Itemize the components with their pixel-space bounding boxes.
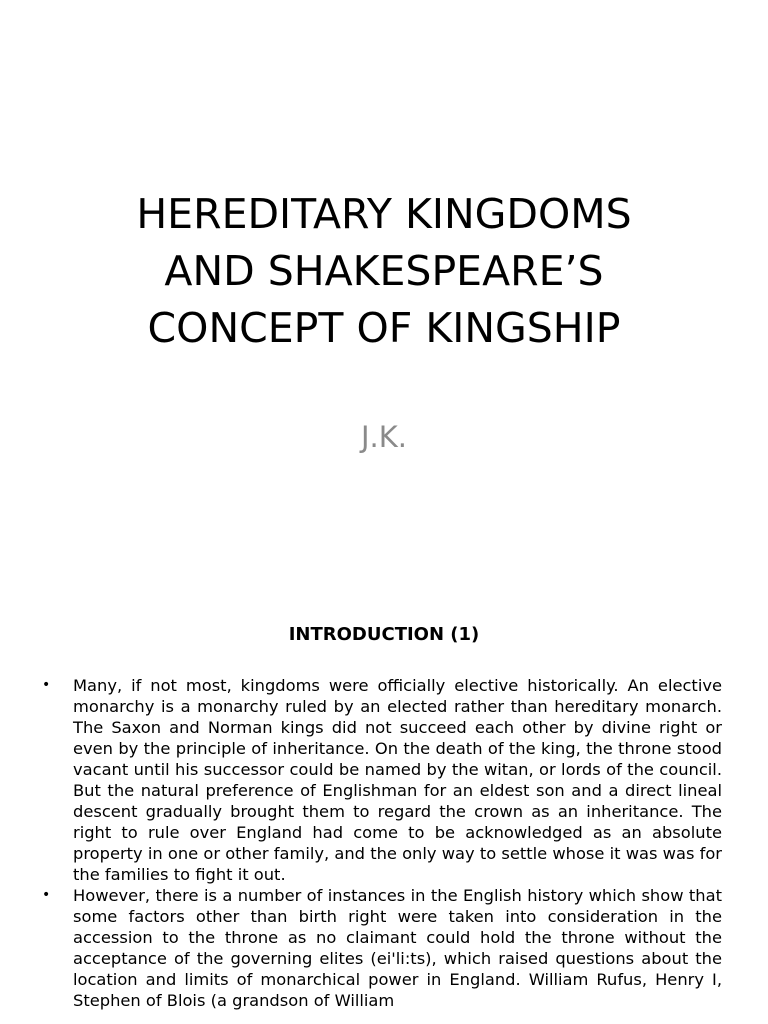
bullet-text: Many, if not most, kingdoms were officially elective historically. An elective monarchy is a monarchy ruled by an elected rather than hereditary monarch. The Saxon and Norman kings did not succeed each other by divine right or even by the principle of inheritance. On the death of the king, the throne stood vacant until his successor could be named by the witan, or lords of the council. But the natural preference of Englishman for an eldest son and a direct lineal descent gradually brought them to regard the crown as an inheritance. The right to rule over England had come to be acknowledged as an absolute property in one or other family, and the only way to settle whose it was was for the families to fight it out. bbox=[73, 676, 722, 884]
presentation-title bbox=[40, 186, 728, 357]
bullet-list bbox=[42, 675, 722, 1011]
bullet-item bbox=[42, 675, 722, 885]
bullet-text: However, there is a number of instances in the English history which show that some factors other than birth right were taken into consideration in the accession to the throne as no claimant could hold the throne without the acceptance of the governing elites (ei'li:ts), which raised questions about the location and limits of monarchical power in England. William Rufus, Henry I, Stephen of Blois (a grandson of William bbox=[73, 886, 722, 1010]
bullet-item bbox=[42, 885, 722, 1011]
title-line: HEREDITARY KINGDOMS bbox=[136, 190, 632, 238]
author-name: J.K. bbox=[360, 420, 407, 454]
bullet-icon: • bbox=[42, 887, 51, 903]
section-heading: INTRODUCTION (1) bbox=[288, 624, 480, 645]
bullet-icon: • bbox=[42, 677, 51, 693]
title-line: AND SHAKESPEARE’S bbox=[164, 247, 604, 295]
title-line: CONCEPT OF KINGSHIP bbox=[147, 304, 621, 352]
